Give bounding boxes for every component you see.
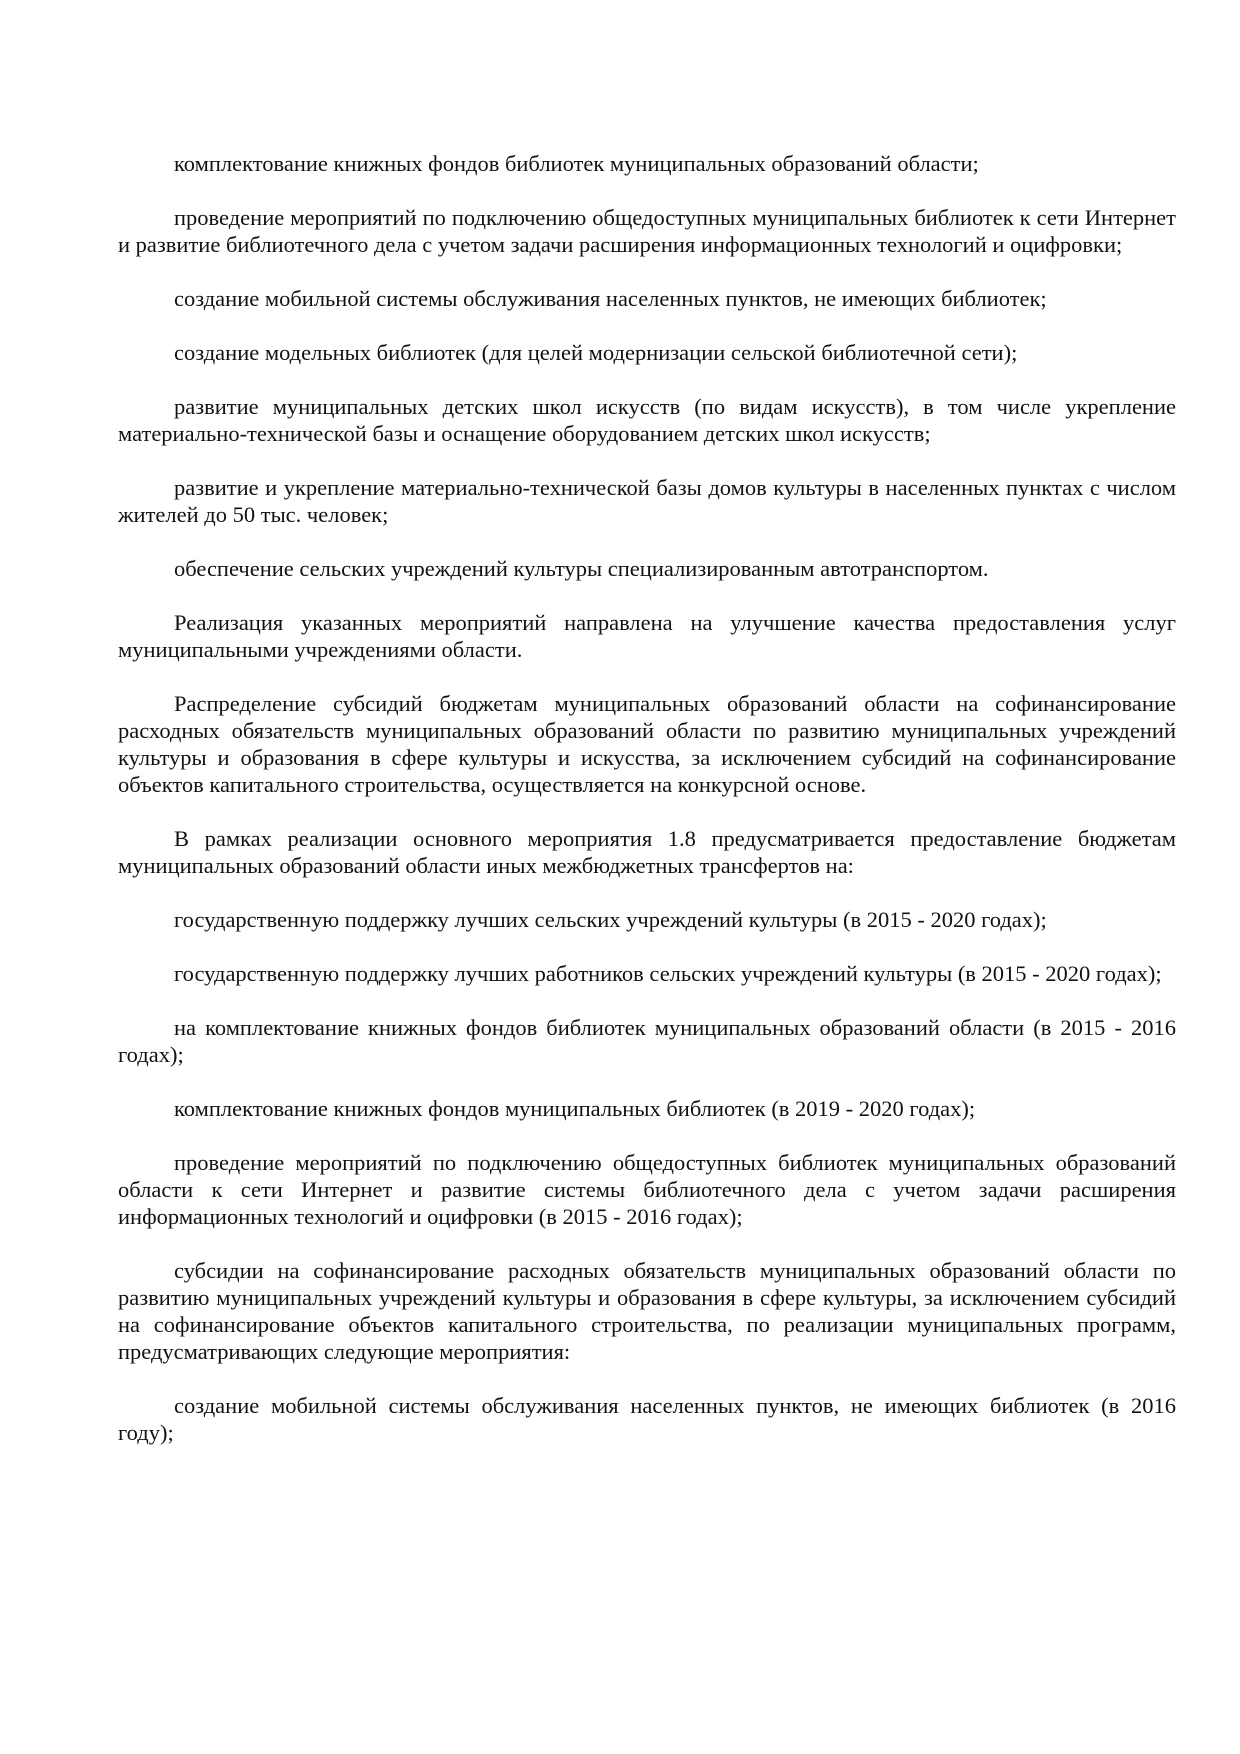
paragraph-12: государственную поддержку лучших работников сельских учреждений культуры (в 2015 - 2020 годах);	[174, 961, 1162, 986]
paragraph-17: создание мобильной системы обслуживания населенных пунктов, не имеющих библиотек (в 2016 году);	[118, 1393, 1176, 1445]
paragraph-11: государственную поддержку лучших сельских учреждений культуры (в 2015 - 2020 годах);	[174, 907, 1047, 932]
paragraph-9: Распределение субсидий бюджетам муниципальных образований области на софинансирование расходных обязательств муниципальных образований области по развитию муниципальных учреждений культуры и образования в сфере культуры и искусства, за исключением субсидий на софинансирование объектов капитального строительства, осуществляется на конкурсной основе.	[118, 691, 1176, 797]
paragraph-5: развитие муниципальных детских школ искусств (по видам искусств), в том числе укрепление материально-технической базы и оснащение оборудованием детских школ искусств;	[118, 394, 1176, 446]
paragraph-4: создание модельных библиотек (для целей модернизации сельской библиотечной сети);	[174, 340, 1018, 365]
document-body	[118, 150, 1176, 1473]
paragraph-8: Реализация указанных мероприятий направлена на улучшение качества предоставления услуг муниципальными учреждениями области.	[118, 610, 1176, 662]
paragraph-3: создание мобильной системы обслуживания населенных пунктов, не имеющих библиотек;	[174, 286, 1047, 311]
paragraph-2: проведение мероприятий по подключению общедоступных муниципальных библиотек к сети Интернет и развитие библиотечного дела с учетом задачи расширения информационных технологий и оцифровки;	[118, 205, 1176, 257]
paragraph-7: обеспечение сельских учреждений культуры специализированным автотранспортом.	[174, 556, 989, 581]
paragraph-1: комплектование книжных фондов библиотек муниципальных образований области;	[174, 151, 979, 176]
paragraph-15: проведение мероприятий по подключению общедоступных библиотек муниципальных образований области к сети Интернет и развитие системы библиотечного дела с учетом задачи расширения информационных технологий и оцифровки (в 2015 - 2016 годах);	[118, 1150, 1176, 1229]
paragraph-14: комплектование книжных фондов муниципальных библиотек (в 2019 - 2020 годах);	[174, 1096, 976, 1121]
paragraph-13: на комплектование книжных фондов библиотек муниципальных образований области (в 2015 - 2016 годах);	[118, 1015, 1176, 1067]
paragraph-10: В рамках реализации основного мероприятия 1.8 предусматривается предоставление бюджетам муниципальных образований области иных межбюджетных трансфертов на:	[118, 826, 1176, 878]
paragraph-16: субсидии на софинансирование расходных обязательств муниципальных образований области по развитию муниципальных учреждений культуры и образования в сфере культуры, за исключением субсидий на софинансирование объектов капитального строительства, по реализации муниципальных программ, предусматривающих следующие мероприятия:	[118, 1258, 1176, 1364]
paragraph-6: развитие и укрепление материально-технической базы домов культуры в населенных пунктах с числом жителей до 50 тыс. человек;	[118, 475, 1176, 527]
